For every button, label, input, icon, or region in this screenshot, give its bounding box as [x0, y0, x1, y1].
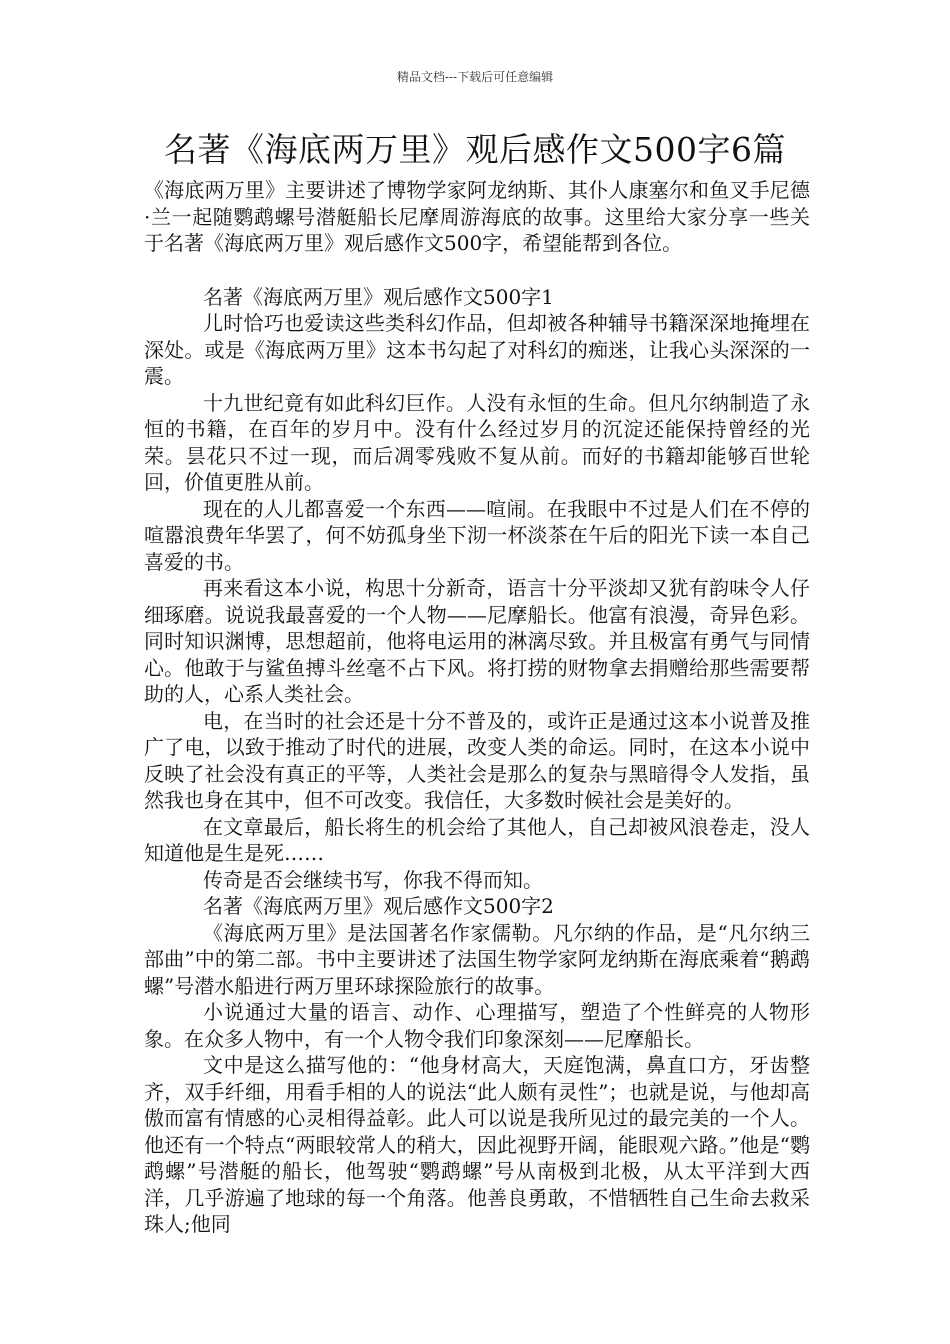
- section1-paragraph-4: 再来看这本小说，构思十分新奇，语言十分平淡却又犹有韵味令人仔细琢磨。说说我最喜爱的一个人物——尼摩船长。他富有浪漫，奇异色彩。同时知识渊博，思想超前，他将电运用的淋漓尽致。并且极富有勇气与同情心。他敢于与鲨鱼搏斗丝毫不占下风。将打捞的财物拿去捐赠给那些需要帮助的人，心系人类社会。: [144, 576, 810, 706]
- section2-paragraph-1: 《海底两万里》是法国著名作家儒勒。凡尔纳的作品，是“凡尔纳三部曲”中的第二部。书中主要讲述了法国生物学家阿龙纳斯在海底乘着“鹅鹉螺”号潜水船进行两万里环球探险旅行的故事。: [144, 920, 810, 998]
- article-body: [144, 177, 810, 1238]
- page-title: 名著《海底两万里》观后感作文500字6篇: [164, 130, 786, 169]
- section1-paragraph-7: 传奇是否会继续书写，你我不得而知。: [203, 867, 543, 892]
- section1-paragraph-6: 在文章最后，船长将生的机会给了其他人，自己却被风浪卷走，没人知道他是生是死……: [144, 814, 810, 865]
- section2-paragraph-2: 小说通过大量的语言、动作、心理描写，塑造了个性鲜亮的人物形象。在众多人物中，有一个人物令我们印象深刻——尼摩船长。: [144, 1000, 810, 1051]
- section1-paragraph-1: 儿时恰巧也爱读这些类科幻作品，但却被各种辅导书籍深深地掩埋在深处。或是《海底两万里》这本书勾起了对科幻的痴迷，让我心头深深的一震。: [144, 311, 810, 388]
- paragraph-gap: [144, 257, 810, 284]
- section1-paragraph-3: 现在的人儿都喜爱一个东西——喧闹。在我眼中不过是人们在不停的喧嚣浪费年华罢了，何不妨孤身坐下沏一杯淡茶在午后的阳光下读一本自己喜爱的书。: [144, 496, 810, 574]
- section1-paragraph-5: 电，在当时的社会还是十分不普及的，或许正是通过这本小说普及推广了电，以致于推动了时代的进展，改变人类的命运。同时，在这本小说中反映了社会没有真正的平等，人类社会是那么的复杂与黑暗得令人发指，虽然我也身在其中，但不可改变。我信任，大多数时候社会是美好的。: [144, 708, 810, 812]
- section-heading-2: 名著《海底两万里》观后感作文500字2: [203, 894, 554, 918]
- header-note: 精品文档---下载后可任意编辑: [396, 70, 554, 84]
- intro-paragraph: 《海底两万里》主要讲述了博物学家阿龙纳斯、其仆人康塞尔和鱼叉手尼德·兰一起随鹦鹉螺号潜艇船长尼摩周游海底的故事。这里给大家分享一些关于名著《海底两万里》观后感作文500字，希望能帮到各位。: [144, 178, 810, 255]
- section2-paragraph-3: 文中是这么描写他的：“他身材高大，天庭饱满，鼻直口方，牙齿整齐，双手纤细，用看手相的人的说法“此人颇有灵性”；也就是说，与他却高傲而富有情感的心灵相得益彰。此人可以说是我所见过的最完美的一个人。他还有一个特点“两眼较常人的稍大，因此视野开阔，能眼观六路。”他是“鹦鹉螺”号潜艇的船长，他驾驶“鹦鹉螺”号从南极到北极，从太平洋到大西洋，几乎游遍了地球的每一个角落。他善良勇敢，不惜牺牲自己生命去救采珠人;他同: [144, 1053, 810, 1236]
- section1-paragraph-2: 十九世纪竟有如此科幻巨作。人没有永恒的生命。但凡尔纳制造了永恒的书籍，在百年的岁月中。没有什么经过岁月的沉淀还能保持曾经的光荣。昙花只不过一现，而后凋零残败不复从前。而好的书籍却能够百世轮回，价值更胜从前。: [144, 390, 810, 494]
- section-heading-1: 名著《海底两万里》观后感作文500字1: [203, 284, 554, 309]
